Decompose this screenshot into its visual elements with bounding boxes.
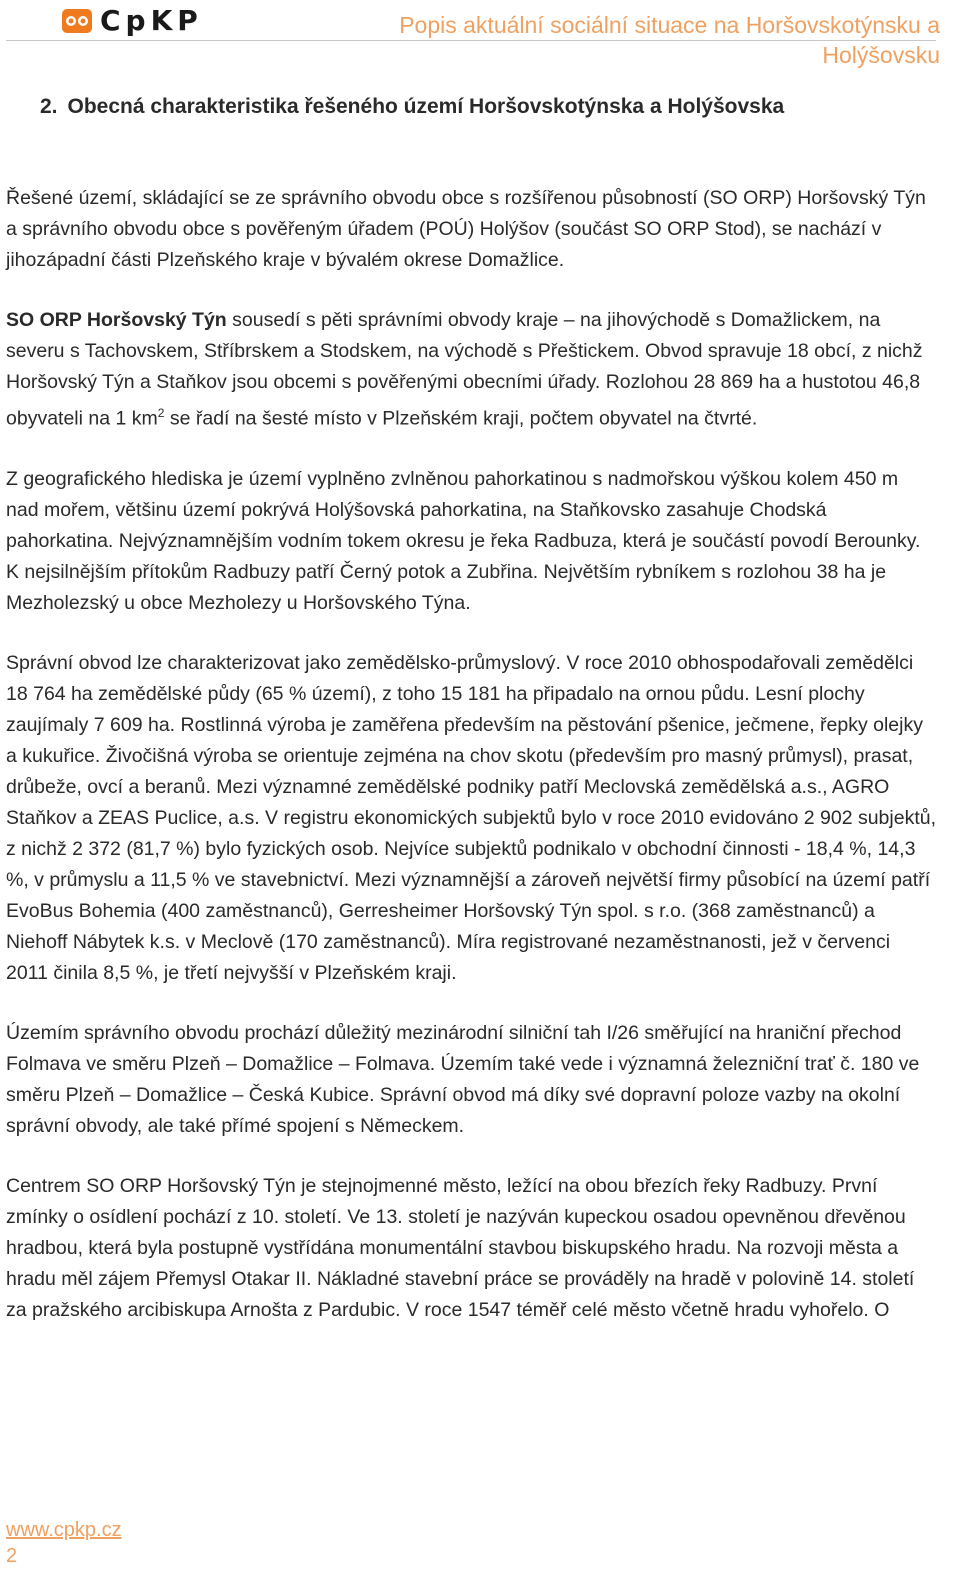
page-header	[0, 0, 960, 68]
header-divider	[6, 40, 936, 41]
paragraph-orp-text-b: se řadí na šesté místo v Plzeňském kraji, počtem obyvatel na čtvrté.	[164, 407, 758, 430]
paragraph-transport: Územím správního obvodu prochází důležitý mezinárodní silniční tah I/26 směřující na hraniční přechod Folmava ve směru Plzeň – Domažlice – Folmava. Územím také vede i významná železniční trať č. 180 ve směru Plzeň – Domažlice – Česká Kubice. Správní obvod má díky své dopravní poloze vazby na okolní správní obvody, ale také přímé spojení s Německem.	[6, 1021, 920, 1137]
page-number: 2	[6, 1545, 18, 1567]
section-title: Obecná charakteristika řešeného území Horšovskotýnska a Holýšovska	[67, 95, 785, 118]
section-heading	[40, 93, 920, 121]
paragraph-orp-text-a: sousedí s pěti správními obvody kraje – na jihovýchodě s Domažlickem, na severu s Tachovskem, Stříbrskem a Stodskem, na východě s Přeštickem. Obvod spravuje 18 obcí, z nichž Horšovský Týn a Staňkov jsou obcemi s pověřenými obecními úřady. Rozlohou 28 869 ha a hustotou 46,8 obyvateli na 1 km	[6, 309, 923, 430]
cpkp-logo	[62, 6, 203, 36]
paragraph-economy: Správní obvod lze charakterizovat jako zemědělsko-průmyslový. V roce 2010 obhospodařovali zemědělci 18 764 ha zemědělské půdy (65 % území), z toho 15 181 ha připadalo na ornou půdu. Lesní plochy zaujímaly 7 609 ha. Rostlinná výroba je zaměřena především na pěstování pšenice, ječmene, řepky olejky a kukuřice. Živočišná výroba se orientuje zejména na chov skotu (především pro masný průmysl), prasat, drůbeže, ovcí a beranů. Mezi významné zemědělské podniky patří Meclovská zemědělská a.s., AGRO Staňkov a ZEAS Puclice, a.s. V registru ekonomických subjektů bylo v roce 2010 evidováno 2 902 subjektů, z nichž 2 372 (81,7 %) bylo fyzických osob. Nejvíce subjektů podnikalo v obchodní činnosti - 18,4 %, 14,3 %, v průmyslu a 11,5 % ve stavebnictví. Mezi významnější a zároveň největší firmy působící na území patří EvoBus Bohemia (400 zaměstnanců), Gerresheimer Horšovský Týn spol. s r.o. (368 zaměstnanců) a Niehoff Nábytek k.s. v Meclově (170 zaměstnanců). Míra registrované nezaměstnanosti, jež v červenci 2011 činila 8,5 %, je třetí nejvyšší v Plzeňském kraji.	[6, 651, 937, 984]
paragraph-territory: Řešené území, skládající se ze správního obvodu obce s rozšířenou působností (SO ORP) Horšovský Týn a správního obvodu obce s pověřeným úřadem (POÚ) Holýšov (součást SO ORP Stod), se nachází v jihozápadní části Plzeňského kraje v bývalém okrese Domažlice.	[6, 187, 926, 271]
orp-name-bold: SO ORP Horšovský Týn	[6, 309, 227, 331]
paragraph-geography: Z geografického hlediska je území vyplněno zvlněnou pahorkatinou s nadmořskou výškou kolem 450 m nad mořem, většinu území pokrývá Holýšovská pahorkatina, na Staňkovsko zasahuje Chodská pahorkatina. Nejvýznamnějším vodním tokem okresu je řeka Radbuza, která je součástí povodí Berounky. K nejsilnějším přítokům Radbuzy patří Černý potok a Zubřina. Největším rybníkem s rozlohou 38 ha je Mezholezský u obce Mezholezy u Horšovského Týna.	[6, 467, 921, 614]
superscript-2: 2	[157, 406, 165, 420]
document-body	[6, 183, 936, 1355]
paragraph-history: Centrem SO ORP Horšovský Týn je stejnojmenné město, ležící na obou březích řeky Radbuzy. První zmínky o osídlení pochází z 10. století. Ve 13. století je nazýván kupeckou osadou opevněnou dřevěnou hradbou, která byla postupně vystřídána monumentální stavbou biskupského hradu. Na rozvoji města a hradu měl zájem Přemysl Otakar II. Nákladné stavební práce se prováděly na hradě v polovině 14. století za pražského arcibiskupa Arnošta z Pardubic. V roce 1547 téměř celé město včetně hradu vyhořelo. O	[6, 1174, 915, 1321]
logo-text: CpKP	[100, 4, 203, 37]
cpkp-logo-mark-icon	[62, 9, 92, 33]
section-number: 2.	[40, 95, 58, 118]
footer-website-link[interactable]: www.cpkp.cz	[6, 1519, 122, 1541]
paragraph-orp-neighbors	[6, 305, 936, 435]
header-document-title: Popis aktuální sociální situace na Horšovskotýnsku a Holýšovsku	[399, 12, 940, 68]
